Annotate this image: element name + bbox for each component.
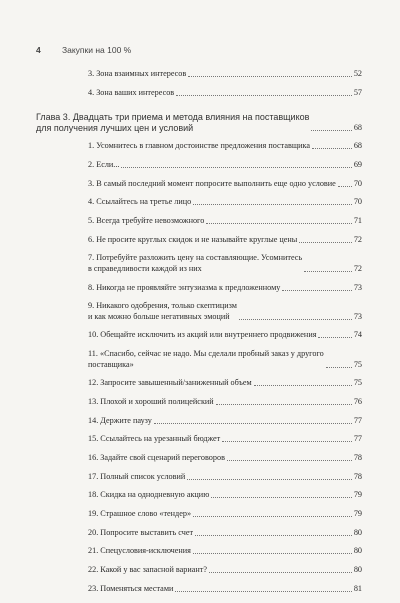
toc-entry-item-10 <box>36 330 362 341</box>
toc-entry-title-line-1: 11. «Спасибо, сейчас не надо. Мы сделали пробный заказ у другого <box>88 349 324 359</box>
toc-entry-item-3 <box>36 179 362 190</box>
toc-entry-title-line-1: 13. Плохой и хороший полицейский <box>88 396 214 406</box>
toc-entry-item-22 <box>36 565 362 576</box>
toc-entry-title <box>88 253 302 274</box>
leader-dots <box>326 367 352 368</box>
leader-dots <box>187 479 352 480</box>
chapter-page: 68 <box>353 122 362 132</box>
toc-entry-title-line-1: 5. Всегда требуйте невозможного <box>88 215 205 225</box>
toc-entry-title-line-1: 7. Потребуйте разложить цену на составляющие. Усомнитесь <box>88 253 303 263</box>
leader-dots <box>193 516 352 517</box>
toc-entry-title-line-1: 1. Усомнитесь в главном достоинстве предложения поставщика <box>88 141 311 151</box>
leader-dots <box>175 591 351 592</box>
toc-entry-title <box>88 235 297 246</box>
toc-entry-title <box>88 490 209 501</box>
toc-entry-title-line-1: 9. Никакого одобрения, только скептицизм <box>88 301 237 311</box>
leader-dots <box>338 186 352 187</box>
leader-dots <box>211 497 352 498</box>
toc-entry-item-8 <box>36 283 362 294</box>
toc-entry-item-1 <box>36 141 362 152</box>
leader-dots <box>154 423 352 424</box>
toc-entry-item-23 <box>36 584 362 595</box>
toc-entry-title-line-1: 8. Никогда не проявляйте энтузиазма к предложенному <box>88 282 281 292</box>
toc-entry-item-14 <box>36 416 362 427</box>
leader-dots <box>282 290 351 291</box>
toc-entry-item-2 <box>36 160 362 171</box>
toc-entry-title <box>88 528 193 539</box>
leader-dots <box>209 572 352 573</box>
toc-entry-title-line-1: 15. Ссылайтесь на урезанный бюджет <box>88 434 221 444</box>
toc-entry-title-line-2: в справедливости каждой из них <box>88 263 202 273</box>
toc-entry-title <box>88 349 324 370</box>
toc-entry-item-11 <box>36 349 362 370</box>
toc-entry-page: 70 <box>353 178 362 188</box>
toc-entry-page: 79 <box>353 509 362 519</box>
toc-entry-item-13 <box>36 397 362 408</box>
leader-dots <box>299 242 352 243</box>
toc-chapter-heading <box>36 112 362 133</box>
leader-dots <box>193 204 352 205</box>
toc-entry-title-line-1: 10. Обещайте исключить из акций или внутреннего продвижения <box>88 330 317 340</box>
toc-entry-title <box>88 434 220 445</box>
toc-entry-item-18 <box>36 490 362 501</box>
leader-dots <box>121 167 351 168</box>
toc-entry-page: 69 <box>353 159 362 169</box>
toc-entry-title-line-1: 4. Ссылайтесь на третье лицо <box>88 197 192 207</box>
toc-entry-item-21 <box>36 546 362 557</box>
leader-dots <box>312 148 352 149</box>
toc-entry-page: 72 <box>353 263 362 273</box>
toc-entry-title-line-1: 20. Попросите выставить счет <box>88 527 194 537</box>
toc-entry-title-line-1: 22. Какой у вас запасной вариант? <box>88 565 207 575</box>
toc-entry-title <box>88 283 280 294</box>
toc-entry-item-17 <box>36 472 362 483</box>
toc-entry-page: 68 <box>353 141 362 151</box>
leader-dots <box>176 95 352 96</box>
toc-entry-title-line-2: и как можно больше негативных эмоций <box>88 311 230 321</box>
toc-entry-section-4 <box>36 88 362 99</box>
toc-entry-title-line-1: 14. Держите паузу <box>88 415 152 425</box>
toc-entry-page: 79 <box>353 490 362 500</box>
toc-entry-page: 52 <box>353 69 362 78</box>
toc-entry-page: 80 <box>353 527 362 537</box>
toc-entry-item-6 <box>36 235 362 246</box>
toc-entry-page: 74 <box>353 330 362 340</box>
toc-entry-page: 80 <box>353 546 362 556</box>
toc-entry-title-line-1: 18. Скидка на однодневную акцию <box>88 490 210 500</box>
leader-dots <box>311 130 351 131</box>
toc-entry-page: 75 <box>353 359 362 369</box>
toc-entry-title <box>88 197 191 208</box>
toc-entry-title-line-1: 21. Спецусловия-исключения <box>88 546 191 556</box>
leader-dots <box>222 441 352 442</box>
toc-entry-title: 4. Зона ваших интересов <box>88 87 175 97</box>
leader-dots <box>239 319 352 320</box>
toc-entry-title-line-1: 2. Если... <box>88 159 120 169</box>
toc-entry-page: 75 <box>353 378 362 388</box>
leader-dots <box>206 223 352 224</box>
running-header <box>36 43 364 57</box>
toc-entry-title-line-1: 17. Полный список условий <box>88 471 186 481</box>
toc-entry-page: 70 <box>353 197 362 207</box>
leader-dots <box>188 76 352 77</box>
toc-entry-page: 81 <box>353 583 362 593</box>
toc-entry-item-12 <box>36 378 362 389</box>
chapter-title <box>36 112 309 133</box>
toc-entry-item-7 <box>36 253 362 274</box>
toc-entry-page: 73 <box>353 311 362 321</box>
toc-entry-title <box>88 378 252 389</box>
toc-entry-page: 76 <box>353 396 362 406</box>
toc-entry-title <box>88 179 336 190</box>
toc-entry-title <box>88 301 237 322</box>
toc-item-list <box>36 141 362 594</box>
toc-entry-page: 72 <box>353 234 362 244</box>
table-of-contents <box>36 69 362 603</box>
book-title: Закупки на 100 % <box>62 45 132 55</box>
toc-entry-title <box>88 216 204 227</box>
chapter-title-line-2: для получения лучших цен и условий <box>36 122 194 133</box>
toc-entry-page: 73 <box>353 282 362 292</box>
toc-entry-item-16 <box>36 453 362 464</box>
toc-entry-title <box>88 472 185 483</box>
toc-entry-title: 3. Зона взаимных интересов <box>88 69 187 78</box>
toc-entry-section-3 <box>36 69 362 80</box>
toc-entry-title-line-1: 19. Страшное слово «тендер» <box>88 509 192 519</box>
toc-entry-title <box>88 416 152 427</box>
toc-entry-page: 57 <box>353 87 362 97</box>
toc-entry-page: 78 <box>353 453 362 462</box>
toc-entry-title-line-1: 12. Запросите завышенный/заниженный объем <box>88 378 252 388</box>
toc-entry-item-9 <box>36 301 362 322</box>
toc-entry-page: 77 <box>353 434 362 444</box>
leader-dots <box>318 337 351 338</box>
toc-entry-title-line-1: 6. Не просите круглых скидок и не называйте круглые цены <box>88 234 298 244</box>
toc-entry-item-20 <box>36 528 362 539</box>
toc-entry-title <box>88 141 310 152</box>
leader-dots <box>227 460 352 461</box>
toc-entry-item-15 <box>36 434 362 445</box>
toc-entry-page: 80 <box>353 565 362 575</box>
toc-entry-item-4 <box>36 197 362 208</box>
leader-dots <box>304 271 352 272</box>
toc-entry-page: 77 <box>353 415 362 425</box>
page-number: 4 <box>36 45 41 55</box>
leader-dots <box>195 535 352 536</box>
leader-dots <box>254 385 352 386</box>
leader-dots <box>216 404 352 405</box>
toc-entry-title-line-1: 3. В самый последний момент попросите выполнить еще одно условие <box>88 178 336 188</box>
toc-entry-title <box>88 565 207 576</box>
chapter-title-line-1: Глава 3. Двадцать три приема и метода влияния на поставщиков <box>36 112 310 123</box>
toc-entry-item-19 <box>36 509 362 520</box>
toc-entry-title <box>88 397 214 408</box>
toc-entry-title <box>88 453 225 464</box>
toc-entry-title <box>88 546 191 557</box>
toc-entry-title <box>88 330 316 341</box>
toc-entry-title-line-1: 23. Поменяться местами <box>88 583 174 593</box>
toc-entry-page: 71 <box>353 215 362 225</box>
toc-entry-item-5 <box>36 216 362 227</box>
toc-entry-title <box>88 584 173 595</box>
toc-entry-page: 78 <box>353 471 362 481</box>
toc-entry-title <box>88 160 119 171</box>
toc-entry-title-line-2: поставщика» <box>88 359 134 369</box>
leader-dots <box>193 553 352 554</box>
toc-entry-title-line-1: 16. Задайте свой сценарий переговоров <box>88 453 225 462</box>
toc-entry-title <box>88 509 191 520</box>
